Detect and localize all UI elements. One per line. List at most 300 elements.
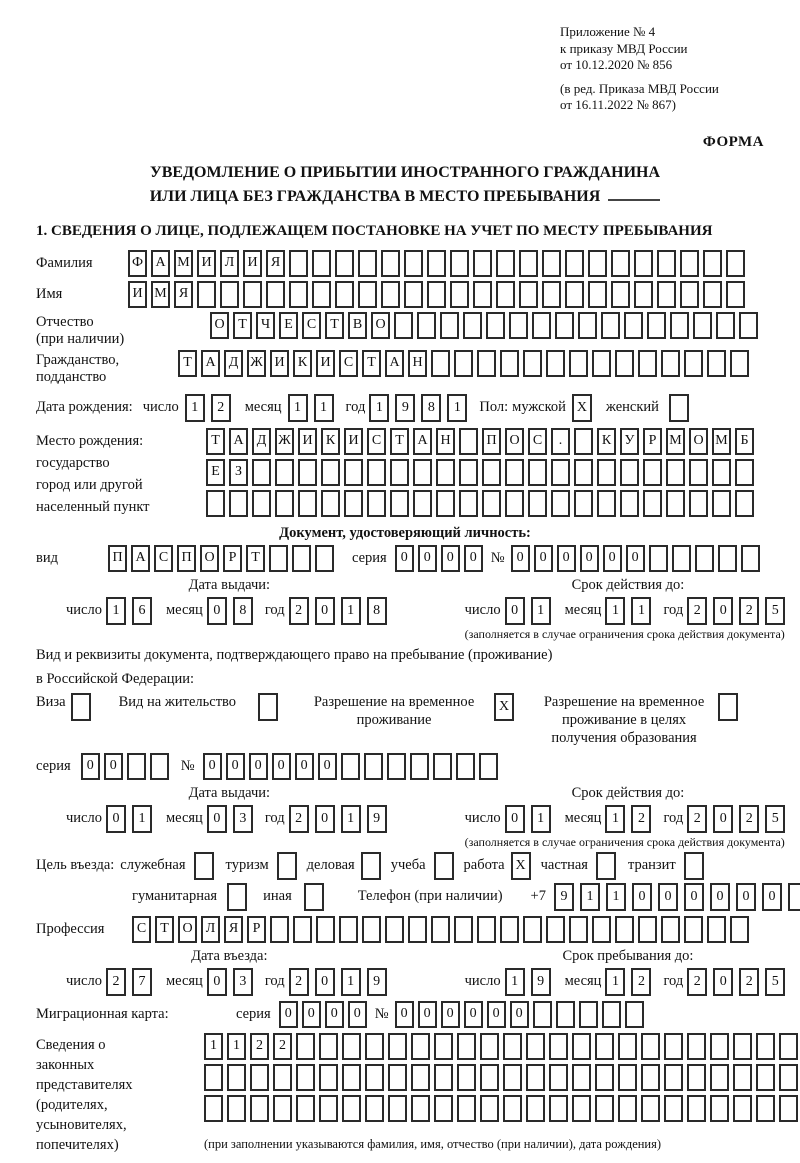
char-box[interactable] bbox=[227, 1095, 246, 1122]
char-box[interactable] bbox=[433, 753, 452, 780]
char-box[interactable] bbox=[150, 753, 169, 780]
char-box[interactable]: Т bbox=[325, 312, 344, 339]
char-box[interactable]: 2 bbox=[739, 805, 759, 833]
char-box[interactable] bbox=[388, 1064, 407, 1091]
char-box[interactable] bbox=[312, 281, 331, 308]
char-box[interactable] bbox=[127, 753, 146, 780]
char-box[interactable]: 7 bbox=[132, 968, 152, 996]
char-box[interactable] bbox=[367, 459, 386, 486]
char-box[interactable]: 0 bbox=[713, 805, 733, 833]
char-box[interactable]: Н bbox=[436, 428, 455, 455]
char-box[interactable]: 2 bbox=[739, 968, 759, 996]
char-box[interactable]: П bbox=[108, 545, 127, 572]
char-box[interactable] bbox=[730, 916, 749, 943]
char-box[interactable]: О bbox=[689, 428, 708, 455]
char-box[interactable] bbox=[695, 545, 714, 572]
char-box[interactable]: М bbox=[174, 250, 193, 277]
char-box[interactable] bbox=[477, 350, 496, 377]
char-box[interactable]: 5 bbox=[765, 805, 785, 833]
char-box[interactable]: Ф bbox=[128, 250, 147, 277]
char-box[interactable]: 0 bbox=[505, 597, 525, 625]
char-box[interactable]: 0 bbox=[315, 805, 335, 833]
char-box[interactable] bbox=[459, 490, 478, 517]
char-box[interactable]: Т bbox=[155, 916, 174, 943]
char-box[interactable] bbox=[388, 1033, 407, 1060]
char-box[interactable] bbox=[526, 1064, 545, 1091]
char-box[interactable] bbox=[741, 545, 760, 572]
char-box[interactable] bbox=[473, 250, 492, 277]
char-box[interactable] bbox=[197, 281, 216, 308]
char-box[interactable] bbox=[243, 281, 262, 308]
char-box[interactable] bbox=[565, 281, 584, 308]
char-box[interactable] bbox=[670, 312, 689, 339]
char-box[interactable] bbox=[707, 916, 726, 943]
char-box[interactable]: 9 bbox=[531, 968, 551, 996]
char-box[interactable]: Д bbox=[224, 350, 243, 377]
char-box[interactable] bbox=[477, 916, 496, 943]
char-box[interactable] bbox=[569, 916, 588, 943]
char-box[interactable]: Б bbox=[735, 428, 754, 455]
char-box[interactable]: О bbox=[210, 312, 229, 339]
char-box[interactable]: П bbox=[177, 545, 196, 572]
char-box[interactable]: 1 bbox=[631, 597, 651, 625]
char-box[interactable]: 0 bbox=[510, 1001, 529, 1028]
char-box[interactable] bbox=[641, 1064, 660, 1091]
char-box[interactable]: 9 bbox=[554, 883, 574, 911]
char-box[interactable]: . bbox=[551, 428, 570, 455]
char-box[interactable] bbox=[434, 1064, 453, 1091]
char-box[interactable] bbox=[526, 1033, 545, 1060]
char-box[interactable] bbox=[595, 1064, 614, 1091]
char-box[interactable]: С bbox=[132, 916, 151, 943]
char-box[interactable] bbox=[779, 1033, 798, 1060]
char-box[interactable] bbox=[436, 459, 455, 486]
char-box[interactable] bbox=[390, 459, 409, 486]
char-box[interactable] bbox=[572, 1064, 591, 1091]
char-box[interactable] bbox=[227, 1064, 246, 1091]
char-box[interactable] bbox=[611, 281, 630, 308]
char-box[interactable]: 0 bbox=[418, 545, 437, 572]
char-box[interactable]: Ч bbox=[256, 312, 275, 339]
char-box[interactable]: Р bbox=[223, 545, 242, 572]
char-box[interactable]: 1 bbox=[505, 968, 525, 996]
char-box[interactable] bbox=[457, 1095, 476, 1122]
char-box[interactable] bbox=[482, 490, 501, 517]
char-box[interactable] bbox=[726, 281, 745, 308]
char-box[interactable]: С bbox=[302, 312, 321, 339]
char-box[interactable] bbox=[588, 281, 607, 308]
char-box[interactable] bbox=[666, 490, 685, 517]
char-box[interactable] bbox=[661, 350, 680, 377]
char-box[interactable]: 1 bbox=[341, 805, 361, 833]
char-box[interactable] bbox=[533, 1001, 552, 1028]
char-box[interactable] bbox=[296, 1033, 315, 1060]
char-box[interactable]: Т bbox=[206, 428, 225, 455]
char-box[interactable] bbox=[296, 1095, 315, 1122]
char-box[interactable]: 0 bbox=[249, 753, 268, 780]
char-box[interactable] bbox=[341, 753, 360, 780]
char-box[interactable] bbox=[503, 1095, 522, 1122]
char-box[interactable] bbox=[574, 428, 593, 455]
char-box[interactable] bbox=[411, 1095, 430, 1122]
char-box[interactable]: 0 bbox=[81, 753, 100, 780]
char-box[interactable] bbox=[523, 350, 542, 377]
char-box[interactable] bbox=[411, 1033, 430, 1060]
char-box[interactable]: 0 bbox=[315, 597, 335, 625]
char-box[interactable]: У bbox=[620, 428, 639, 455]
char-box[interactable]: 2 bbox=[289, 968, 309, 996]
char-box[interactable]: Т bbox=[390, 428, 409, 455]
char-box[interactable]: Е bbox=[279, 312, 298, 339]
char-box[interactable]: 0 bbox=[315, 968, 335, 996]
char-box[interactable] bbox=[204, 1064, 223, 1091]
char-box[interactable] bbox=[733, 1033, 752, 1060]
char-box[interactable]: 2 bbox=[211, 394, 231, 422]
char-box[interactable] bbox=[450, 281, 469, 308]
char-box[interactable]: 1 bbox=[185, 394, 205, 422]
char-box[interactable] bbox=[339, 916, 358, 943]
char-box[interactable] bbox=[385, 916, 404, 943]
char-box[interactable]: 0 bbox=[658, 883, 678, 911]
char-box[interactable] bbox=[712, 459, 731, 486]
char-box[interactable] bbox=[500, 916, 519, 943]
char-box[interactable]: 0 bbox=[272, 753, 291, 780]
char-box[interactable] bbox=[298, 490, 317, 517]
char-box[interactable] bbox=[321, 490, 340, 517]
char-box[interactable] bbox=[434, 1033, 453, 1060]
char-box[interactable] bbox=[431, 350, 450, 377]
char-box[interactable]: 0 bbox=[418, 1001, 437, 1028]
char-box[interactable] bbox=[620, 490, 639, 517]
char-box[interactable] bbox=[270, 916, 289, 943]
char-box[interactable] bbox=[574, 459, 593, 486]
purpose-other-checkbox[interactable] bbox=[304, 883, 324, 911]
char-box[interactable] bbox=[574, 490, 593, 517]
char-box[interactable]: 0 bbox=[487, 1001, 506, 1028]
char-box[interactable] bbox=[413, 459, 432, 486]
char-box[interactable]: Л bbox=[220, 250, 239, 277]
char-box[interactable] bbox=[710, 1095, 729, 1122]
char-box[interactable] bbox=[624, 312, 643, 339]
char-box[interactable]: 1 bbox=[369, 394, 389, 422]
char-box[interactable]: 0 bbox=[325, 1001, 344, 1028]
char-box[interactable] bbox=[482, 459, 501, 486]
char-box[interactable] bbox=[503, 1033, 522, 1060]
char-box[interactable]: И bbox=[197, 250, 216, 277]
char-box[interactable] bbox=[365, 1064, 384, 1091]
char-box[interactable]: 0 bbox=[580, 545, 599, 572]
char-box[interactable]: И bbox=[128, 281, 147, 308]
char-box[interactable]: 1 bbox=[314, 394, 334, 422]
char-box[interactable]: И bbox=[344, 428, 363, 455]
char-box[interactable] bbox=[555, 312, 574, 339]
char-box[interactable]: К bbox=[293, 350, 312, 377]
char-box[interactable]: 0 bbox=[395, 545, 414, 572]
char-box[interactable]: 0 bbox=[464, 545, 483, 572]
char-box[interactable]: З bbox=[229, 459, 248, 486]
char-box[interactable] bbox=[572, 1095, 591, 1122]
char-box[interactable] bbox=[367, 490, 386, 517]
char-box[interactable]: С bbox=[339, 350, 358, 377]
char-box[interactable] bbox=[666, 459, 685, 486]
char-box[interactable]: 9 bbox=[395, 394, 415, 422]
char-box[interactable]: 0 bbox=[557, 545, 576, 572]
char-box[interactable]: 1 bbox=[341, 597, 361, 625]
char-box[interactable] bbox=[293, 916, 312, 943]
char-box[interactable] bbox=[315, 545, 334, 572]
char-box[interactable] bbox=[454, 350, 473, 377]
char-box[interactable] bbox=[473, 281, 492, 308]
char-box[interactable]: 0 bbox=[295, 753, 314, 780]
char-box[interactable] bbox=[411, 1064, 430, 1091]
char-box[interactable]: 9 bbox=[367, 805, 387, 833]
char-box[interactable] bbox=[592, 916, 611, 943]
char-box[interactable] bbox=[457, 1033, 476, 1060]
char-box[interactable]: 0 bbox=[762, 883, 782, 911]
char-box[interactable]: О bbox=[371, 312, 390, 339]
char-box[interactable] bbox=[503, 1064, 522, 1091]
char-box[interactable] bbox=[436, 490, 455, 517]
char-box[interactable] bbox=[684, 916, 703, 943]
char-box[interactable] bbox=[664, 1033, 683, 1060]
char-box[interactable]: 1 bbox=[531, 805, 551, 833]
char-box[interactable]: 0 bbox=[441, 1001, 460, 1028]
char-box[interactable]: 0 bbox=[207, 968, 227, 996]
char-box[interactable] bbox=[546, 350, 565, 377]
char-box[interactable] bbox=[733, 1064, 752, 1091]
char-box[interactable] bbox=[611, 250, 630, 277]
char-box[interactable]: 2 bbox=[687, 968, 707, 996]
char-box[interactable]: 0 bbox=[207, 597, 227, 625]
char-box[interactable]: А bbox=[201, 350, 220, 377]
char-box[interactable] bbox=[252, 490, 271, 517]
char-box[interactable] bbox=[381, 250, 400, 277]
char-box[interactable]: 1 bbox=[288, 394, 308, 422]
char-box[interactable] bbox=[549, 1064, 568, 1091]
char-box[interactable] bbox=[292, 545, 311, 572]
visa-checkbox[interactable] bbox=[71, 693, 91, 721]
char-box[interactable] bbox=[542, 281, 561, 308]
char-box[interactable]: 0 bbox=[505, 805, 525, 833]
char-box[interactable] bbox=[588, 250, 607, 277]
char-box[interactable]: 0 bbox=[226, 753, 245, 780]
char-box[interactable] bbox=[595, 1095, 614, 1122]
char-box[interactable] bbox=[289, 281, 308, 308]
char-box[interactable]: А bbox=[413, 428, 432, 455]
gender-male-checkbox[interactable]: X bbox=[572, 394, 592, 422]
char-box[interactable]: Р bbox=[247, 916, 266, 943]
char-box[interactable] bbox=[684, 350, 703, 377]
char-box[interactable]: 0 bbox=[106, 805, 126, 833]
char-box[interactable] bbox=[643, 490, 662, 517]
char-box[interactable]: 3 bbox=[233, 968, 253, 996]
char-box[interactable]: О bbox=[200, 545, 219, 572]
char-box[interactable]: 0 bbox=[302, 1001, 321, 1028]
char-box[interactable]: Т bbox=[246, 545, 265, 572]
char-box[interactable]: Ж bbox=[275, 428, 294, 455]
char-box[interactable] bbox=[413, 490, 432, 517]
char-box[interactable] bbox=[618, 1033, 637, 1060]
char-box[interactable]: Я bbox=[224, 916, 243, 943]
char-box[interactable]: 8 bbox=[367, 597, 387, 625]
char-box[interactable]: 0 bbox=[348, 1001, 367, 1028]
char-box[interactable]: 0 bbox=[710, 883, 730, 911]
char-box[interactable]: М bbox=[151, 281, 170, 308]
char-box[interactable] bbox=[459, 459, 478, 486]
char-box[interactable] bbox=[266, 281, 285, 308]
char-box[interactable] bbox=[319, 1064, 338, 1091]
char-box[interactable]: 5 bbox=[765, 597, 785, 625]
char-box[interactable]: С bbox=[528, 428, 547, 455]
char-box[interactable] bbox=[672, 545, 691, 572]
char-box[interactable]: 1 bbox=[227, 1033, 246, 1060]
purpose-business-checkbox[interactable] bbox=[361, 852, 381, 880]
char-box[interactable]: С bbox=[367, 428, 386, 455]
char-box[interactable] bbox=[618, 1095, 637, 1122]
char-box[interactable] bbox=[712, 490, 731, 517]
char-box[interactable]: М bbox=[666, 428, 685, 455]
char-box[interactable]: 8 bbox=[421, 394, 441, 422]
char-box[interactable] bbox=[289, 250, 308, 277]
char-box[interactable] bbox=[505, 459, 524, 486]
char-box[interactable] bbox=[689, 459, 708, 486]
char-box[interactable] bbox=[275, 459, 294, 486]
char-box[interactable]: Л bbox=[201, 916, 220, 943]
char-box[interactable] bbox=[716, 312, 735, 339]
char-box[interactable] bbox=[220, 281, 239, 308]
char-box[interactable]: М bbox=[712, 428, 731, 455]
char-box[interactable] bbox=[647, 312, 666, 339]
char-box[interactable]: 2 bbox=[631, 805, 651, 833]
char-box[interactable]: 1 bbox=[580, 883, 600, 911]
gender-female-checkbox[interactable] bbox=[669, 394, 689, 422]
char-box[interactable] bbox=[404, 281, 423, 308]
char-box[interactable] bbox=[641, 1095, 660, 1122]
char-box[interactable] bbox=[641, 1033, 660, 1060]
char-box[interactable] bbox=[479, 753, 498, 780]
char-box[interactable] bbox=[496, 281, 515, 308]
char-box[interactable]: И bbox=[243, 250, 262, 277]
char-box[interactable]: О bbox=[505, 428, 524, 455]
char-box[interactable] bbox=[756, 1095, 775, 1122]
char-box[interactable] bbox=[404, 250, 423, 277]
char-box[interactable] bbox=[579, 1001, 598, 1028]
char-box[interactable]: 8 bbox=[233, 597, 253, 625]
char-box[interactable]: 1 bbox=[531, 597, 551, 625]
char-box[interactable] bbox=[595, 1033, 614, 1060]
char-box[interactable] bbox=[463, 312, 482, 339]
char-box[interactable] bbox=[388, 1095, 407, 1122]
char-box[interactable] bbox=[206, 490, 225, 517]
char-box[interactable] bbox=[273, 1064, 292, 1091]
char-box[interactable]: 3 bbox=[233, 805, 253, 833]
char-box[interactable]: 0 bbox=[632, 883, 652, 911]
char-box[interactable] bbox=[592, 350, 611, 377]
char-box[interactable] bbox=[312, 250, 331, 277]
char-box[interactable] bbox=[480, 1033, 499, 1060]
char-box[interactable] bbox=[321, 459, 340, 486]
char-box[interactable]: В bbox=[348, 312, 367, 339]
purpose-tourism-checkbox[interactable] bbox=[277, 852, 297, 880]
char-box[interactable] bbox=[342, 1095, 361, 1122]
char-box[interactable] bbox=[296, 1064, 315, 1091]
char-box[interactable] bbox=[615, 916, 634, 943]
char-box[interactable]: Т bbox=[233, 312, 252, 339]
char-box[interactable] bbox=[344, 459, 363, 486]
purpose-study-checkbox[interactable] bbox=[434, 852, 454, 880]
char-box[interactable] bbox=[459, 428, 478, 455]
char-box[interactable] bbox=[427, 250, 446, 277]
char-box[interactable]: 2 bbox=[687, 805, 707, 833]
char-box[interactable] bbox=[364, 753, 383, 780]
char-box[interactable]: 0 bbox=[395, 1001, 414, 1028]
char-box[interactable] bbox=[298, 459, 317, 486]
char-box[interactable] bbox=[275, 490, 294, 517]
char-box[interactable]: 0 bbox=[511, 545, 530, 572]
char-box[interactable] bbox=[365, 1033, 384, 1060]
char-box[interactable]: 2 bbox=[106, 968, 126, 996]
char-box[interactable] bbox=[739, 312, 758, 339]
char-box[interactable]: 0 bbox=[104, 753, 123, 780]
char-box[interactable] bbox=[602, 1001, 621, 1028]
char-box[interactable]: 0 bbox=[207, 805, 227, 833]
char-box[interactable] bbox=[344, 490, 363, 517]
char-box[interactable] bbox=[664, 1095, 683, 1122]
char-box[interactable] bbox=[519, 281, 538, 308]
char-box[interactable]: Д bbox=[252, 428, 271, 455]
char-box[interactable] bbox=[381, 281, 400, 308]
char-box[interactable] bbox=[634, 250, 653, 277]
temp-residence-checkbox[interactable]: X bbox=[494, 693, 514, 721]
purpose-private-checkbox[interactable] bbox=[596, 852, 616, 880]
char-box[interactable] bbox=[500, 350, 519, 377]
char-box[interactable] bbox=[408, 916, 427, 943]
temp-residence-education-checkbox[interactable] bbox=[718, 693, 738, 721]
char-box[interactable] bbox=[601, 312, 620, 339]
char-box[interactable] bbox=[431, 916, 450, 943]
char-box[interactable]: П bbox=[482, 428, 501, 455]
char-box[interactable]: 0 bbox=[203, 753, 222, 780]
char-box[interactable] bbox=[703, 250, 722, 277]
char-box[interactable] bbox=[454, 916, 473, 943]
char-box[interactable] bbox=[342, 1033, 361, 1060]
char-box[interactable]: Т bbox=[362, 350, 381, 377]
char-box[interactable] bbox=[638, 916, 657, 943]
char-box[interactable] bbox=[730, 350, 749, 377]
purpose-official-checkbox[interactable] bbox=[194, 852, 214, 880]
char-box[interactable] bbox=[664, 1064, 683, 1091]
char-box[interactable] bbox=[597, 459, 616, 486]
char-box[interactable] bbox=[358, 250, 377, 277]
char-box[interactable] bbox=[362, 916, 381, 943]
char-box[interactable]: Я bbox=[266, 250, 285, 277]
char-box[interactable]: 0 bbox=[464, 1001, 483, 1028]
char-box[interactable] bbox=[689, 490, 708, 517]
char-box[interactable]: 2 bbox=[739, 597, 759, 625]
char-box[interactable] bbox=[693, 312, 712, 339]
char-box[interactable]: Р bbox=[643, 428, 662, 455]
purpose-transit-checkbox[interactable] bbox=[684, 852, 704, 880]
char-box[interactable] bbox=[204, 1095, 223, 1122]
char-box[interactable] bbox=[456, 753, 475, 780]
char-box[interactable]: 0 bbox=[318, 753, 337, 780]
char-box[interactable] bbox=[486, 312, 505, 339]
char-box[interactable] bbox=[735, 490, 754, 517]
char-box[interactable]: 1 bbox=[106, 597, 126, 625]
char-box[interactable] bbox=[342, 1064, 361, 1091]
char-box[interactable] bbox=[542, 250, 561, 277]
char-box[interactable]: А bbox=[229, 428, 248, 455]
